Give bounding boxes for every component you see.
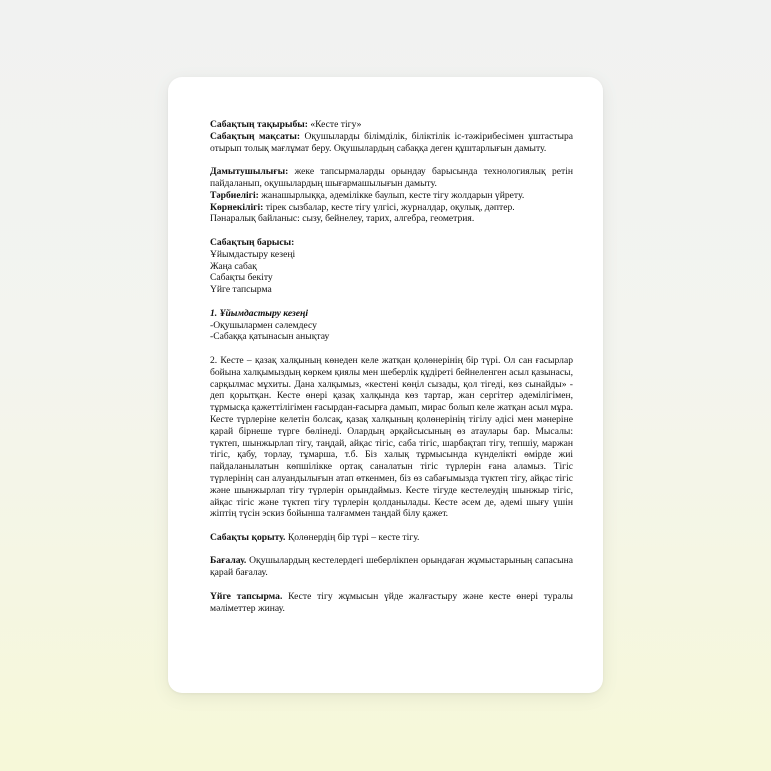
topic-text: «Кесте тігу» <box>307 119 362 130</box>
developing-label: Дамытушылығы: <box>210 166 289 178</box>
homework-label: Үйге тапсырма. <box>210 590 283 602</box>
spacer <box>210 544 573 556</box>
assessment-label: Бағалау. <box>210 555 247 567</box>
document-page <box>168 77 603 693</box>
assessment-paragraph <box>210 555 573 579</box>
visual-label: Көрнекілігі: <box>210 201 264 213</box>
homework-text: Кесте тігу жұмысын үйде жалғастыру және кесте өнері туралы мәліметтер жинау. <box>210 590 573 614</box>
developing-text: жеке тапсырмаларды орындау барысында технологиялық ретін пайдаланып, оқушылардың шығармашылығын дамыту. <box>210 166 573 189</box>
goal-label: Сабақтың мақсаты: <box>210 130 301 142</box>
developing-paragraph <box>210 166 573 190</box>
organizing-title-text: 1. Ұйымдастыру кезеңі <box>210 307 308 319</box>
goal-paragraph <box>210 131 573 155</box>
organizing-title <box>210 308 573 320</box>
topic-label: Сабақтың тақырыбы: <box>210 119 308 130</box>
goal-text: Оқушыларды білімділік, біліктілік іс-тәжірибесімен ұштастыра отырып толық мағлұмат беру. Оқушылардың сабаққа деген құштарлығын дамыту. <box>210 130 574 154</box>
consolidation-label: Сабақты қорыту. <box>210 531 286 543</box>
spacer <box>210 296 573 308</box>
lesson-flow-item: Жаңа сабақ <box>210 260 257 272</box>
consolidation-line <box>210 532 573 544</box>
lesson-flow-item: Ұйымдастыру кезеңі <box>210 248 296 260</box>
main-paragraph: 2. Кесте – қазақ халқының көнеден келе жатқан қолөнерінің бір түрі. Ол сан ғасырлар бойына халқымыздың көркем қиялы мен шеберлік құдіреті бейнеленген асыл қазынасы, сарқылмас мұхиты. Дана халқымыз, «кестені көңіл сызады, қол тігеді, көз сынайды» - деп қорытқан. Кесте өнері қазақ халқында көз тартар, жан сергітер әдемілігімен, тұрмысқа қажеттілігімен ғасырдан-ғасырға дамып, мирас болып келе жатқан асыл мұра. Кесте түрлеріне келетін болсақ, қазақ халқының қолөнерінің тігілу әдісі мен мәнеріне қарай бірнеше түрге бөлінеді. Олардың әрқайсысының өз атаулары бар. Мысалы: түктеп, шынжырлап тігу, таңдай, айқас тігіс, саба тігіс, шарбақтап тігу, тепшіу, маржан тігіс, қабу, торлау, тұмарша, т.б. Біз халық тұрмысында күнделікті өмірде жиі пайдаланылатын көпшілікке ортақ саналатын тігіс түрлерін ғана аламыз. Тігіс түрлерінің сан алуандылығын атап өткенмен, біз өз сабағымызда түктеп тігу, айқас тігіс және шынжырлап тігу түрлерін орындаймыз. Кесте тігуде кестелеудің шынжыр тігіс, айқас тігіс және түктеп тігу түрлерін қолданылады. Кесте әсем де, әдемі шығу үшін жіптің түсін эскиз бойынша талғаммен таңдай білу қажет. <box>210 354 573 520</box>
spacer <box>210 343 573 355</box>
lesson-flow-title <box>210 237 573 249</box>
visual-line <box>210 202 573 214</box>
spacer <box>210 225 573 237</box>
topic-line <box>210 119 573 131</box>
spacer <box>210 520 573 532</box>
interdisciplinary-line: Пәнаралық байланыс: сызу, бейнелеу, тарих, алгебра, геометрия. <box>210 213 475 225</box>
organizing-item: -Оқушылармен сәлемдесу <box>210 319 317 331</box>
spacer <box>210 154 573 166</box>
educational-label: Тәрбиелігі: <box>210 189 259 201</box>
educational-text: жанашырлыққа, әдемілікке баулып, кесте тігу жолдарын үйрету. <box>258 189 525 201</box>
consolidation-text: Қолөнердің бір түрі – кесте тігу. <box>285 531 420 543</box>
homework-paragraph <box>210 591 573 615</box>
spacer <box>210 579 573 591</box>
lesson-flow-item: Сабақты бекіту <box>210 272 273 284</box>
lesson-flow-title-text: Сабақтың барысы: <box>210 236 295 248</box>
organizing-item: -Сабаққа қатынасын анықтау <box>210 331 330 343</box>
visual-text: тірек сызбалар, кесте тігу үлгісі, журналдар, оқулық, дәптер. <box>263 201 515 213</box>
lesson-flow-item: Үйге тапсырма <box>210 284 272 296</box>
document-content <box>210 119 573 614</box>
educational-line <box>210 190 573 202</box>
assessment-text: Оқушылардың кестелердегі шеберлікпен орындаған жұмыстарының сапасына қарай бағалау. <box>210 555 573 579</box>
